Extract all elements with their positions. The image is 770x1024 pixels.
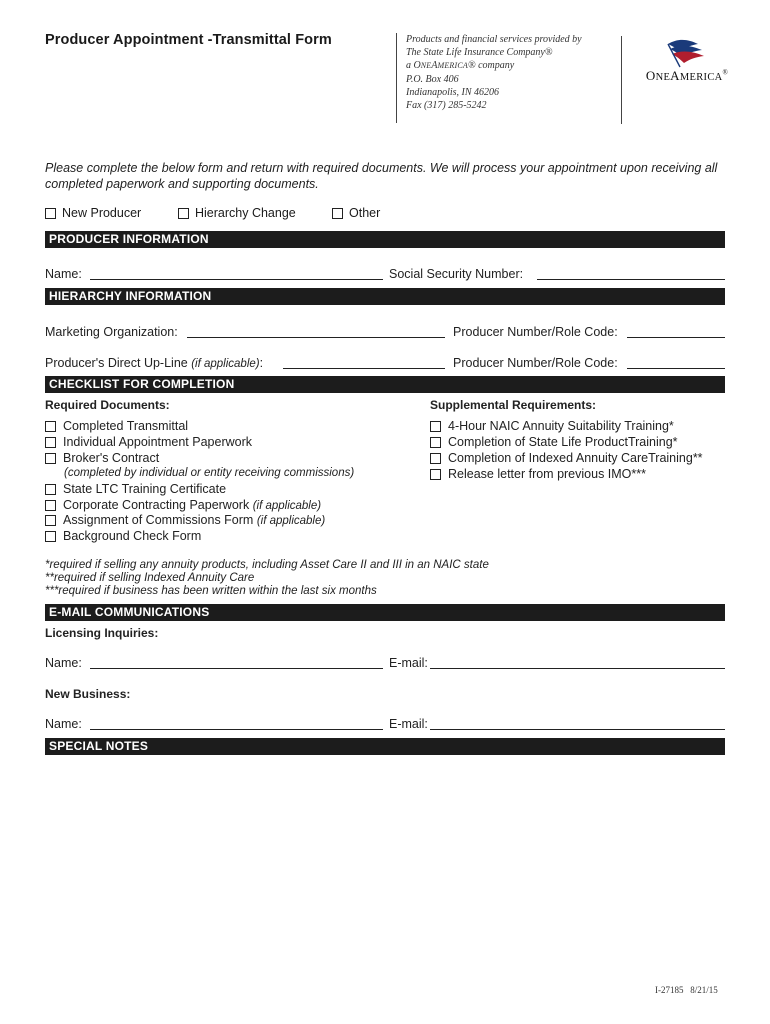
- header-divider-left: [396, 33, 397, 123]
- option-new-producer[interactable]: [45, 206, 141, 220]
- option-label: Other: [349, 206, 381, 220]
- marketing-org-field[interactable]: [187, 337, 445, 338]
- footnote-1: *required if selling any annuity products, including Asset Care II and III in an NAIC state: [45, 559, 489, 571]
- option-label: Hierarchy Change: [195, 206, 296, 220]
- company-line-5: Indianapolis, IN 46206: [406, 86, 500, 98]
- option-hierarchy-change[interactable]: [178, 206, 296, 220]
- option-other[interactable]: [332, 206, 380, 220]
- new-business-name-label: Name:: [45, 717, 82, 731]
- oneamerica-logo: [630, 36, 744, 84]
- checkbox-hierarchy-change[interactable]: [178, 208, 189, 219]
- company-line-1: Products and financial services provided by: [406, 34, 582, 45]
- licensing-email-label: E-mail:: [389, 656, 428, 670]
- supplemental-naic-training[interactable]: 4-Hour NAIC Annuity Suitability Training*: [430, 419, 674, 433]
- company-line-2: The State Life Insurance Company®: [406, 47, 553, 59]
- special-notes-area[interactable]: [45, 758, 725, 973]
- company-line-4: P.O. Box 406: [406, 73, 459, 85]
- supplemental-release-letter[interactable]: Release letter from previous IMO***: [430, 467, 646, 481]
- footnote-3: ***required if business has been written within the last six months: [45, 585, 377, 597]
- checklist-assignment-commissions[interactable]: Assignment of Commissions Form (if applicable): [45, 513, 325, 527]
- checklist-ltc-training[interactable]: State LTC Training Certificate: [45, 482, 226, 496]
- checkbox[interactable]: [45, 531, 56, 542]
- footnote-2: **required if selling Indexed Annuity Care: [45, 572, 255, 584]
- brokers-contract-note: (completed by individual or entity receiving commissions): [64, 467, 355, 479]
- checkbox[interactable]: [430, 437, 441, 448]
- checkbox[interactable]: [45, 453, 56, 464]
- checkbox-other[interactable]: [332, 208, 343, 219]
- producer-name-label: Name:: [45, 267, 82, 281]
- licensing-name-field[interactable]: [90, 668, 383, 669]
- ssn-field[interactable]: [537, 279, 725, 280]
- checkbox[interactable]: [45, 515, 56, 526]
- producer-number-label-2: Producer Number/Role Code:: [453, 356, 618, 370]
- option-label: New Producer: [62, 206, 142, 220]
- checkbox[interactable]: [45, 484, 56, 495]
- new-business-header: New Business:: [45, 687, 131, 701]
- company-info: [406, 33, 582, 112]
- licensing-name-label: Name:: [45, 656, 82, 670]
- flag-icon: [630, 36, 744, 68]
- required-documents-header: Required Documents:: [45, 398, 170, 412]
- supplemental-indexed-annuity-training[interactable]: Completion of Indexed Annuity CareTraining**: [430, 451, 703, 465]
- form-title: Producer Appointment -Transmittal Form: [45, 32, 332, 48]
- licensing-inquiries-header: Licensing Inquiries:: [45, 626, 159, 640]
- marketing-org-label: Marketing Organization:: [45, 325, 178, 339]
- section-checklist: CHECKLIST FOR COMPLETION: [45, 376, 725, 393]
- supplemental-state-life-training[interactable]: Completion of State Life ProductTraining*: [430, 435, 678, 449]
- form-footer: [655, 985, 718, 995]
- checkbox[interactable]: [45, 421, 56, 432]
- form-date: 8/21/15: [690, 985, 718, 995]
- producer-number-field-2[interactable]: [627, 368, 725, 369]
- form-number: I-27185: [655, 985, 684, 995]
- checkbox[interactable]: [430, 469, 441, 480]
- licensing-email-field[interactable]: [430, 668, 725, 669]
- checkbox[interactable]: [430, 421, 441, 432]
- section-hierarchy-information: HIERARCHY INFORMATION: [45, 288, 725, 305]
- section-producer-information: PRODUCER INFORMATION: [45, 231, 725, 248]
- company-line-6: Fax (317) 285-5242: [406, 100, 487, 112]
- logo-wordmark: ONEAMERICA®: [645, 68, 729, 83]
- supplemental-header: Supplemental Requirements:: [430, 398, 597, 412]
- checklist-background-check[interactable]: Background Check Form: [45, 529, 201, 543]
- ssn-label: Social Security Number:: [389, 267, 524, 281]
- new-business-email-field[interactable]: [430, 729, 725, 730]
- checklist-brokers-contract[interactable]: Broker's Contract: [45, 451, 159, 465]
- checkbox[interactable]: [45, 437, 56, 448]
- upline-label: Producer's Direct Up-Line (if applicable):: [45, 356, 264, 370]
- new-business-email-label: E-mail:: [389, 717, 428, 731]
- checklist-completed-transmittal[interactable]: Completed Transmittal: [45, 419, 188, 433]
- checkbox-new-producer[interactable]: [45, 208, 56, 219]
- producer-number-field[interactable]: [627, 337, 725, 338]
- producer-number-label: Producer Number/Role Code:: [453, 325, 618, 339]
- new-business-name-field[interactable]: [90, 729, 383, 730]
- company-line-3: a ONEAMERICA® company: [406, 60, 515, 72]
- checkbox[interactable]: [430, 453, 441, 464]
- producer-name-field[interactable]: [90, 279, 383, 280]
- header-divider-right: [621, 36, 622, 124]
- checklist-individual-appointment[interactable]: Individual Appointment Paperwork: [45, 435, 252, 449]
- intro-text: Please complete the below form and return with required documents. We will process your appointment upon receiving all completed paperwork and supporting documents.: [45, 161, 718, 191]
- upline-field[interactable]: [283, 368, 445, 369]
- section-email-communications: E-MAIL COMMUNICATIONS: [45, 604, 725, 621]
- checkbox[interactable]: [45, 500, 56, 511]
- checklist-corporate-contracting[interactable]: Corporate Contracting Paperwork (if applicable): [45, 498, 321, 512]
- section-special-notes: SPECIAL NOTES: [45, 738, 725, 755]
